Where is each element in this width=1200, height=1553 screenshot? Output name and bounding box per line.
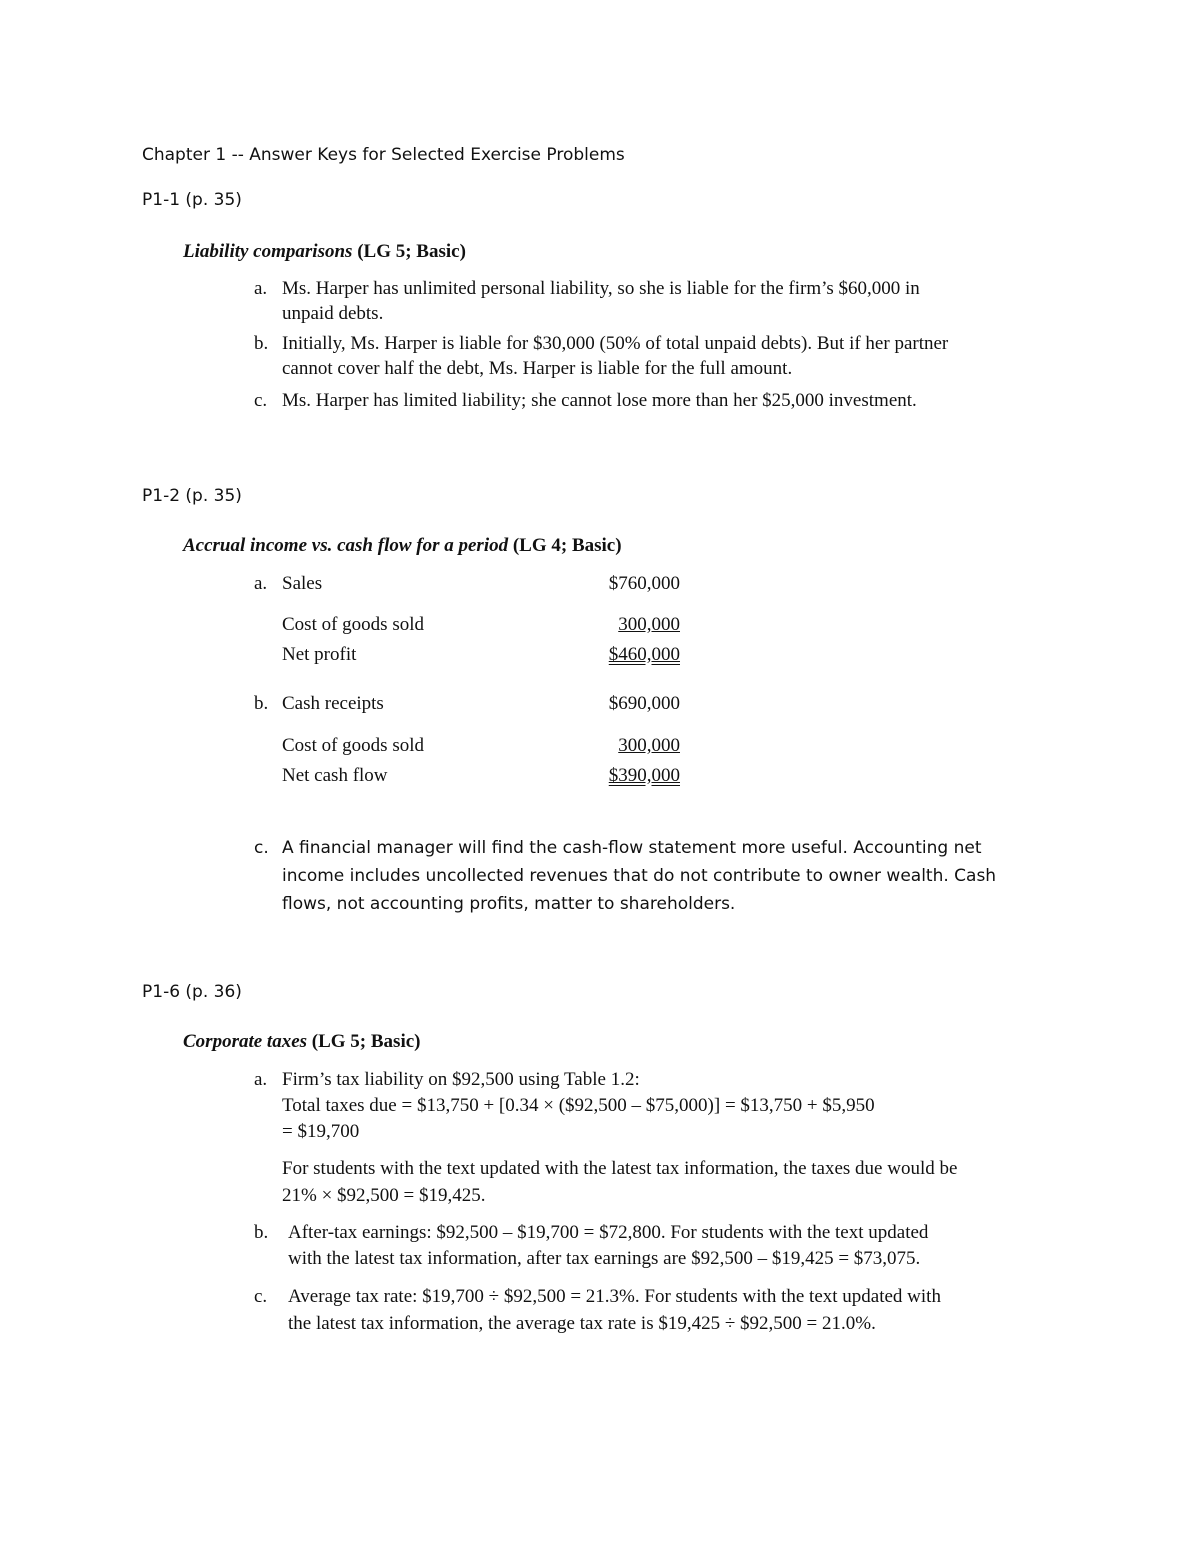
item-letter: c. [254, 390, 268, 411]
heading-topic: Accrual income vs. cash flow for a period [183, 535, 509, 556]
item-letter: a. [254, 573, 268, 594]
problem-label-p1-1: P1-1 (p. 35) [142, 190, 242, 210]
row-amount [560, 735, 680, 757]
double-underlined-amount: $460,000 [608, 644, 680, 665]
problem-heading-p1-6 [183, 1031, 421, 1053]
heading-topic: Corporate taxes [183, 1031, 308, 1052]
row-amount [560, 765, 680, 787]
list-item-p1-1-b [254, 333, 1054, 393]
row-amount [560, 614, 680, 636]
row-amount [560, 644, 680, 666]
item-line: = $19,700 [282, 1121, 360, 1142]
list-item-p1-1-a [254, 278, 1054, 338]
row-label: Cost of goods sold [282, 614, 424, 635]
item-line: Total taxes due = $13,750 + [0.34 × ($92,500 – $75,000)] = $13,750 + $5,950 [282, 1095, 875, 1116]
item-line: Average tax rate: $19,700 ÷ $92,500 = 21.3%. For students with the text updated with [288, 1286, 941, 1307]
item-line: Ms. Harper has limited liability; she cannot lose more than her $25,000 investment. [282, 390, 917, 411]
problem-heading-p1-1 [183, 241, 466, 263]
item-line: A financial manager will find the cash-flow statement more useful. Accounting net [282, 838, 982, 858]
heading-meta: (LG 5; Basic) [311, 1031, 421, 1052]
item-letter: c. [254, 838, 269, 858]
item-line: Ms. Harper has unlimited personal liability, so she is liable for the firm’s $60,000 in [282, 278, 920, 299]
row-amount: $690,000 [608, 693, 680, 714]
item-note: 21% × $92,500 = $19,425. [282, 1185, 486, 1206]
item-letter: b. [254, 333, 269, 354]
double-underlined-amount: $390,000 [608, 765, 680, 786]
problem-heading-p1-2 [183, 535, 622, 557]
item-letter: a. [254, 278, 268, 299]
heading-meta: (LG 4; Basic) [512, 535, 622, 556]
row-label: Net cash flow [282, 765, 388, 786]
document-title: Chapter 1 -- Answer Keys for Selected Exercise Problems [142, 145, 625, 165]
item-letter: b. [254, 693, 269, 714]
item-line: the latest tax information, the average tax rate is $19,425 ÷ $92,500 = 21.0%. [288, 1313, 876, 1334]
item-letter: b. [254, 1222, 269, 1243]
item-letter: a. [254, 1069, 268, 1090]
row-amount: $760,000 [608, 573, 680, 594]
item-line: with the latest tax information, after tax earnings are $92,500 – $19,425 = $73,075. [288, 1248, 921, 1269]
problem-label-p1-6: P1-6 (p. 36) [142, 982, 242, 1002]
item-line: cannot cover half the debt, Ms. Harper is liable for the full amount. [282, 358, 793, 379]
item-line: flows, not accounting profits, matter to shareholders. [282, 894, 736, 914]
item-note: For students with the text updated with the latest tax information, the taxes due would be [282, 1158, 958, 1179]
item-line: income includes uncollected revenues that do not contribute to owner wealth. Cash [282, 866, 997, 886]
item-line: After-tax earnings: $92,500 – $19,700 = $72,800. For students with the text updated [288, 1222, 929, 1243]
item-line: Firm’s tax liability on $92,500 using Table 1.2: [282, 1069, 640, 1090]
row-label: Net profit [282, 644, 357, 665]
row-label: Cash receipts [282, 693, 384, 714]
item-line: unpaid debts. [282, 303, 384, 324]
underlined-amount: 300,000 [618, 614, 680, 635]
item-letter: c. [254, 1286, 268, 1307]
row-label: Sales [282, 573, 323, 594]
underlined-amount: 300,000 [618, 735, 680, 756]
problem-label-p1-2: P1-2 (p. 35) [142, 486, 242, 506]
item-line: Initially, Ms. Harper is liable for $30,000 (50% of total unpaid debts). But if her partner [282, 333, 949, 354]
list-item-p1-1-c [254, 390, 1054, 420]
heading-meta: (LG 5; Basic) [357, 241, 466, 262]
heading-topic: Liability comparisons [183, 241, 353, 262]
row-label: Cost of goods sold [282, 735, 424, 756]
